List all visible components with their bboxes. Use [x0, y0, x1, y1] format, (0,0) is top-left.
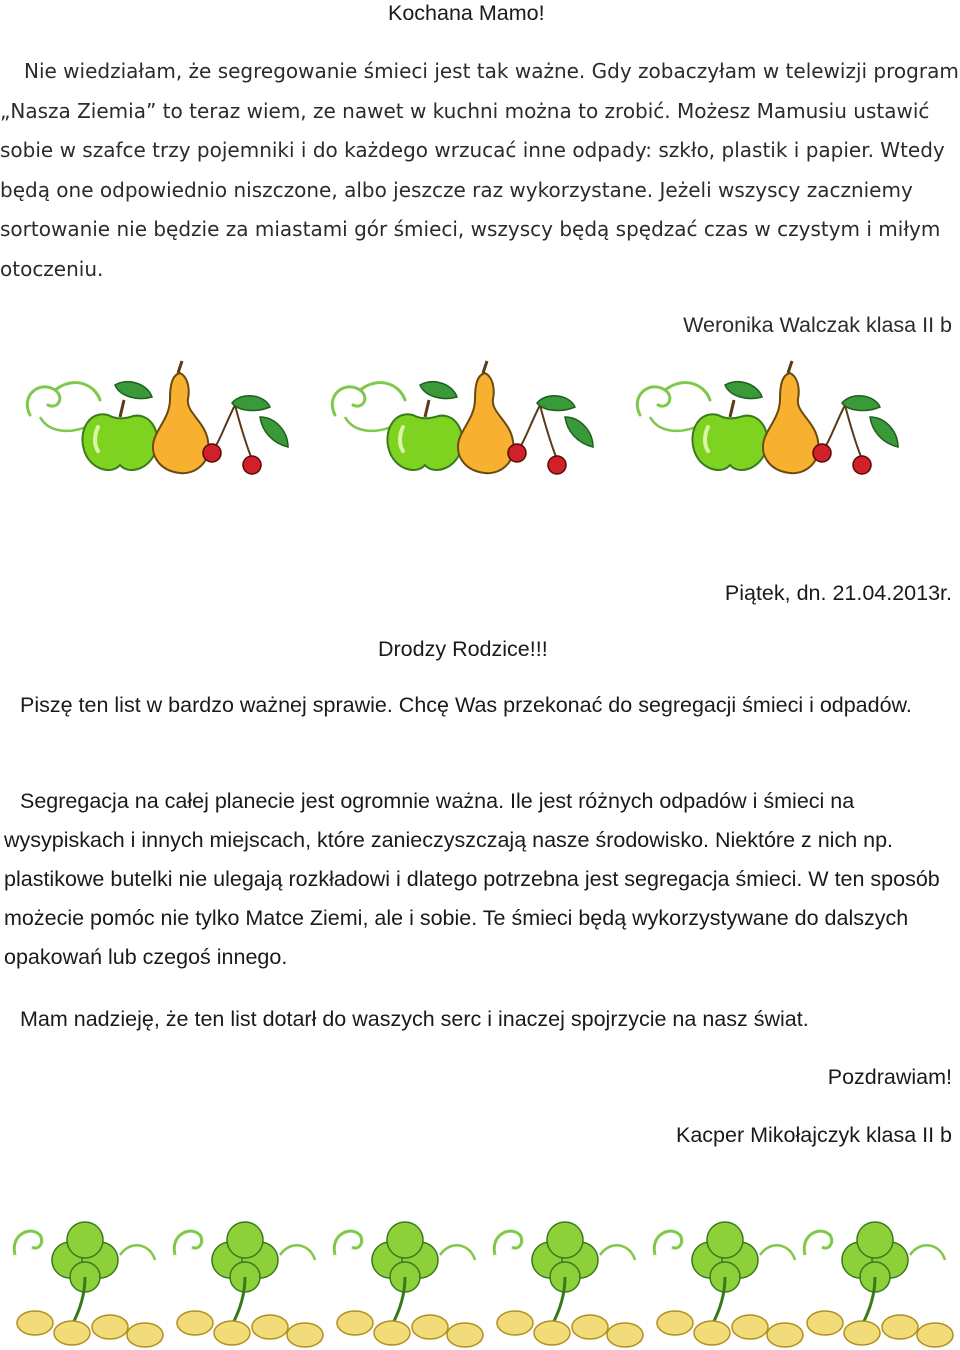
fruit-apple-pear-cherry-icon — [27, 361, 288, 474]
letter2-greeting: Drodzy Rodzice!!! — [378, 637, 548, 661]
clover-coin-icon — [334, 1222, 483, 1347]
letter2-paragraph-2 — [4, 782, 954, 977]
letter2-paragraph-text: Piszę ten list w bardzo ważnej sprawie. Chcę Was przekonać do segregacji śmieci i odpadów. — [20, 693, 912, 717]
fruit-apple-pear-cherry-icon — [637, 361, 898, 474]
clover-coin-icon — [494, 1222, 643, 1347]
letter1-body — [0, 52, 960, 289]
clover-coin-icon — [804, 1222, 953, 1347]
letter1-greeting: Kochana Mamo! — [388, 1, 545, 25]
letter2-closing: Pozdrawiam! — [827, 1065, 952, 1089]
letter2-paragraph-1 — [4, 686, 954, 725]
clover-coin-icon — [654, 1222, 803, 1347]
clover-coin-icon — [174, 1222, 323, 1347]
letter2-paragraph-text: Mam nadzieję, że ten list dotarł do waszych serc i inaczej spojrzycie na nasz świat. — [20, 1007, 809, 1031]
letter2-date: Piątek, dn. 21.04.2013r. — [724, 581, 952, 605]
letter2-paragraph-3 — [4, 1000, 954, 1039]
letter2-paragraph-text: Segregacja na całej planecie jest ogromnie ważna. Ile jest różnych odpadów i śmieci na wysypiskach i innych miejscach, które zanieczyszczają nasze środowisko. Niektóre z nich np. plastikowe butelki nie ulegają rozkładowi i dlatego potrzebna jest segregacja śmieci. W ten sposób możecie pomóc nie tylko Matce Ziemi, ale i sobie. Te śmieci będą wykorzystywane do dalszych opakowań lub czegoś innego. — [4, 789, 940, 969]
clover-coin-icon — [14, 1222, 163, 1347]
fruit-apple-pear-cherry-icon — [332, 361, 593, 474]
fruit-border-decoration — [0, 355, 960, 485]
letter1-paragraph: Nie wiedziałam, że segregowanie śmieci jest tak ważne. Gdy zobaczyłam w telewizji program „Nasza Ziemia” to teraz wiem, ze nawet w kuchni można to zrobić. Możesz Mamusiu ustawić sobie w szafce trzy pojemniki i do każdego wrzucać inne odpady: szkło, plastik i papier. Wtedy będą one odpowiednio niszczone, albo jeszcze raz wykorzystane. Jeżeli wszyscy zaczniemy sortowanie nie będzie za miastami gór śmieci, wszyscy będą spędzać czas w czystym i miłym otoczeniu. — [0, 59, 959, 281]
letter2-signature: Kacper Mikołajczyk klasa II b — [675, 1123, 952, 1147]
clover-coin-border-decoration — [0, 1215, 960, 1350]
letter1-signature: Weronika Walczak klasa II b — [683, 313, 952, 337]
